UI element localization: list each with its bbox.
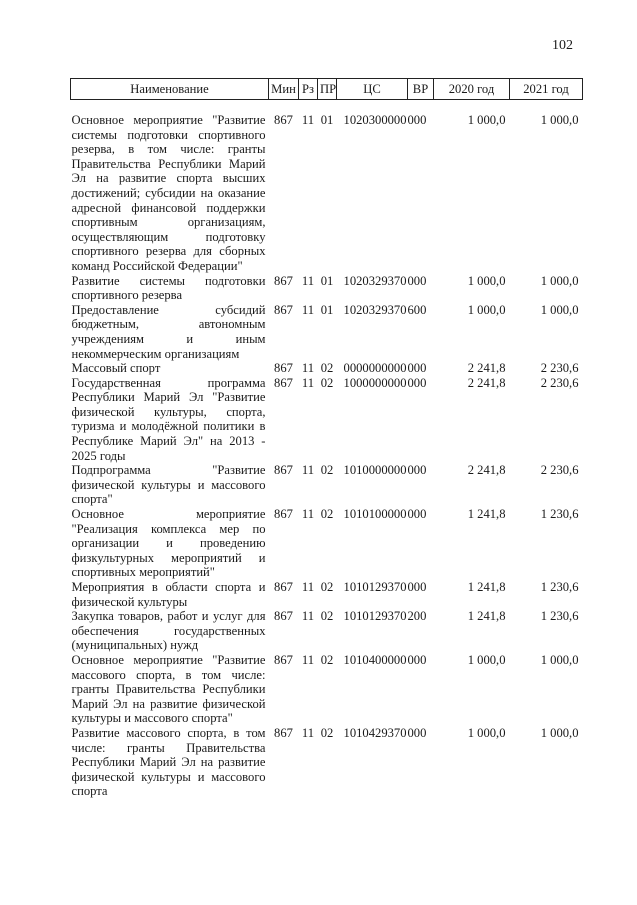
- cell-vr: 200: [407, 609, 427, 624]
- cell-pr: 02: [320, 507, 334, 522]
- cell-2021: 1 230,6: [540, 507, 579, 522]
- cell-2021: 1 000,0: [540, 302, 579, 317]
- cell-min: 867: [274, 463, 293, 478]
- table-row: [71, 653, 583, 726]
- cell-rz: 11: [301, 609, 315, 624]
- cell-name: Мероприятия в области спорта и физической культуры: [71, 580, 266, 609]
- cell-pr: 02: [320, 463, 334, 478]
- cell-cs: 1010400000: [343, 652, 407, 667]
- cell-vr: 600: [407, 302, 427, 317]
- cell-rz: 11: [301, 113, 315, 127]
- cell-rz: 11: [301, 463, 315, 478]
- cell-rz: 11: [301, 361, 315, 376]
- cell-vr: 000: [407, 113, 427, 127]
- cell-2021: 2 230,6: [540, 375, 579, 390]
- cell-2020: 1 000,0: [467, 113, 506, 127]
- cell-2020: 1 000,0: [467, 652, 506, 667]
- col-header-2021: 2021 год: [510, 79, 583, 100]
- cell-vr: 000: [407, 375, 427, 390]
- col-header-2020: 2020 год: [434, 79, 510, 100]
- table-row: [71, 303, 583, 361]
- cell-vr: 000: [407, 273, 427, 288]
- table-row: [71, 726, 583, 799]
- cell-min: 867: [274, 375, 293, 390]
- cell-2021: 1 230,6: [540, 580, 579, 594]
- cell-2020: 2 241,8: [467, 375, 506, 390]
- cell-rz: 11: [301, 273, 315, 288]
- cell-cs: 1020329370: [343, 273, 407, 288]
- col-header-vr: ВР: [408, 79, 434, 100]
- cell-min: 867: [274, 302, 293, 317]
- cell-name: Развитие массового спорта, в том числе: гранты Правительства Республики Марий Эл на развитие физической культуры и массового спорта: [71, 725, 266, 799]
- cell-2021: 2 230,6: [540, 463, 579, 478]
- cell-vr: 000: [407, 361, 427, 376]
- cell-cs: 1000000000: [343, 375, 407, 390]
- cell-2020: 1 241,8: [467, 580, 506, 594]
- cell-2020: 1 000,0: [467, 273, 506, 288]
- cell-2020: 2 241,8: [467, 463, 506, 478]
- cell-pr: 01: [320, 113, 334, 127]
- table-row: [71, 507, 583, 580]
- cell-pr: 01: [320, 302, 334, 317]
- cell-rz: 11: [301, 302, 315, 317]
- cell-name: Закупка товаров, работ и услуг для обеспечения государственных (муниципальных) нужд: [71, 609, 266, 653]
- table-row: [71, 100, 583, 274]
- page-number: 102: [552, 38, 573, 53]
- cell-rz: 11: [301, 725, 315, 740]
- table-header: [71, 79, 583, 100]
- table-row: [71, 580, 583, 609]
- cell-pr: 02: [320, 361, 334, 376]
- cell-cs: 1010429370: [343, 725, 407, 740]
- cell-pr: 02: [320, 609, 334, 624]
- cell-name: Государственная программа Республики Марий Эл "Развитие физической культуры, спорта, туризма и молодёжной политики в Республике Марий Эл" на 2013 - 2025 годы: [71, 375, 266, 463]
- cell-name: Развитие системы подготовки спортивного резерва: [71, 273, 266, 303]
- cell-2021: 2 230,6: [540, 361, 579, 376]
- table-row: [71, 376, 583, 464]
- cell-rz: 11: [301, 580, 315, 594]
- cell-2021: 1 000,0: [540, 725, 579, 740]
- cell-pr: 02: [320, 375, 334, 390]
- cell-rz: 11: [301, 652, 315, 667]
- cell-cs: 1020300000: [343, 113, 407, 127]
- cell-vr: 000: [407, 580, 427, 594]
- cell-rz: 11: [301, 507, 315, 522]
- cell-2020: 2 241,8: [467, 361, 506, 376]
- cell-min: 867: [274, 652, 293, 667]
- cell-2021: 1 000,0: [540, 652, 579, 667]
- cell-2021: 1 000,0: [540, 273, 579, 288]
- cell-cs: 1020329370: [343, 302, 407, 317]
- cell-2020: 1 241,8: [467, 507, 506, 522]
- cell-min: 867: [274, 361, 293, 376]
- cell-name: Массовый спорт: [71, 361, 161, 376]
- cell-rz: 11: [301, 375, 315, 390]
- table-row: [71, 361, 583, 376]
- cell-pr: 02: [320, 652, 334, 667]
- cell-vr: 000: [407, 507, 427, 522]
- cell-pr: 02: [320, 725, 334, 740]
- cell-vr: 000: [407, 463, 427, 478]
- cell-vr: 000: [407, 725, 427, 740]
- table-row: [71, 274, 583, 303]
- cell-vr: 000: [407, 652, 427, 667]
- col-header-cs: ЦС: [337, 79, 408, 100]
- col-header-name: Наименование: [71, 79, 269, 100]
- cell-cs: 1010100000: [343, 507, 407, 522]
- cell-min: 867: [274, 507, 293, 522]
- cell-min: 867: [274, 580, 293, 594]
- cell-cs: 0000000000: [343, 361, 407, 376]
- budget-table: [70, 78, 583, 799]
- table-body: [71, 100, 583, 799]
- cell-name: Предоставление субсидий бюджетным, автономным учреждениям и иным некоммерческим организациям: [71, 302, 266, 361]
- cell-2021: 1 000,0: [540, 113, 579, 127]
- col-header-pr: ПР: [318, 79, 337, 100]
- cell-2021: 1 230,6: [540, 609, 579, 624]
- cell-cs: 1010000000: [343, 463, 407, 478]
- table-row: [71, 609, 583, 653]
- cell-2020: 1 000,0: [467, 302, 506, 317]
- cell-cs: 1010129370: [343, 609, 407, 624]
- cell-2020: 1 000,0: [467, 725, 506, 740]
- cell-name: Основное мероприятие "Развитие массового спорта, в том числе: гранты Правительства Республики Марий Эл на развитие физической культуры и массового спорта": [71, 652, 266, 726]
- col-header-rz: Рз: [299, 79, 318, 100]
- cell-min: 867: [274, 609, 293, 624]
- cell-2020: 1 241,8: [467, 609, 506, 624]
- cell-pr: 02: [320, 580, 334, 594]
- cell-min: 867: [274, 113, 293, 127]
- table-row: [71, 463, 583, 507]
- cell-name: Основное мероприятие "Реализация комплекса мер по организации и проведению физкультурных мероприятий и спортивных мероприятий": [71, 507, 266, 580]
- cell-name: Основное мероприятие "Развитие системы подготовки спортивного резерва, в том числе: гранты Правительства Республики Марий Эл на развитие спорта высших достижений; субсидии на оказание адресной финансовой поддержки спортивным организациям, осуществляющим подготовку спортивного резерва для сборных команд Российской Федерации": [71, 113, 266, 273]
- col-header-min: Мин: [269, 79, 299, 100]
- cell-cs: 1010129370: [343, 580, 407, 594]
- cell-name: Подпрограмма "Развитие физической культуры и массового спорта": [71, 463, 266, 507]
- cell-min: 867: [274, 725, 293, 740]
- cell-min: 867: [274, 273, 293, 288]
- cell-pr: 01: [320, 273, 334, 288]
